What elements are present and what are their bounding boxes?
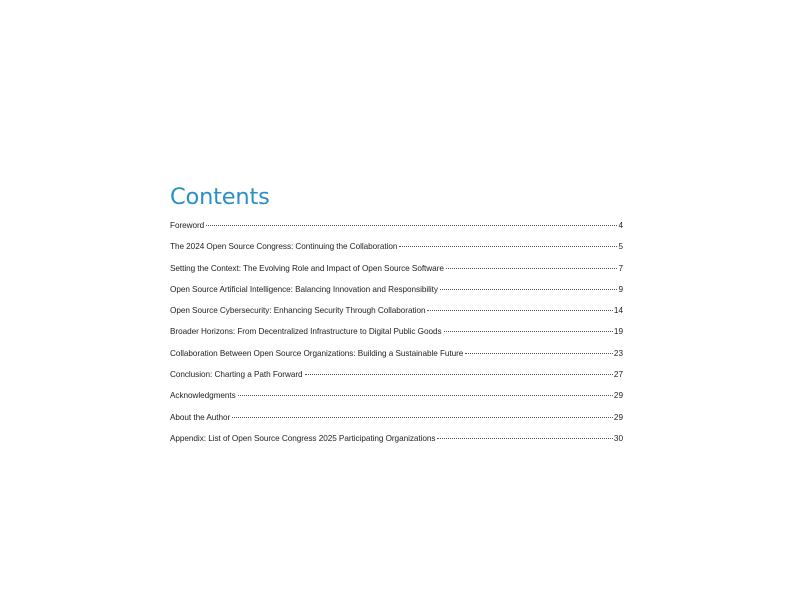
toc-dot-leader	[437, 438, 612, 439]
toc-dot-leader	[427, 310, 612, 311]
toc-entry-context[interactable]	[170, 264, 623, 285]
toc-dot-leader	[206, 225, 617, 226]
toc-list	[170, 221, 623, 455]
toc-entry-title: Conclusion: Charting a Path Forward	[170, 370, 303, 380]
toc-entry-page: 19	[613, 327, 623, 337]
toc-dot-leader	[465, 353, 613, 354]
toc-entry-ai[interactable]	[170, 285, 623, 306]
toc-entry-collaboration[interactable]	[170, 349, 623, 370]
toc-entry-conclusion[interactable]	[170, 370, 623, 391]
toc-entry-title: About the Author	[170, 412, 231, 422]
toc-entry-page: 9	[618, 284, 623, 294]
toc-dot-leader	[305, 374, 613, 375]
toc-entry-title: Broader Horizons: From Decentralized Infrastructure to Digital Public Goods	[170, 327, 442, 337]
toc-dot-leader	[232, 417, 613, 418]
toc-entry-title: Appendix: List of Open Source Congress 2025 Participating Organizations	[170, 433, 436, 443]
toc-entry-page: 14	[613, 306, 623, 316]
toc-entry-title: Acknowledgments	[170, 391, 236, 401]
toc-entry-appendix[interactable]	[170, 434, 623, 455]
toc-dot-leader	[444, 331, 613, 332]
toc-entry-title: Foreword	[170, 221, 205, 230]
toc-dot-leader	[399, 246, 617, 247]
toc-dot-leader	[440, 289, 618, 290]
toc-entry-page: 27	[613, 370, 623, 380]
toc-entry-foreword[interactable]	[170, 221, 623, 242]
toc-dot-leader	[446, 268, 618, 269]
toc-entry-cybersecurity[interactable]	[170, 306, 623, 327]
toc-entry-broader-horizons[interactable]	[170, 327, 623, 348]
toc-entry-title: The 2024 Open Source Congress: Continuing the Collaboration	[170, 242, 398, 252]
toc-heading: Contents	[170, 184, 270, 210]
toc-entry-title: Setting the Context: The Evolving Role and Impact of Open Source Software	[170, 263, 444, 273]
toc-entry-title: Collaboration Between Open Source Organizations: Building a Sustainable Future	[170, 348, 464, 358]
toc-entry-page: 29	[613, 412, 623, 422]
toc-entry-acknowledgments[interactable]	[170, 391, 623, 412]
toc-entry-title: Open Source Artificial Intelligence: Balancing Innovation and Responsibility	[170, 284, 438, 294]
toc-entry-2024-congress[interactable]	[170, 242, 623, 263]
toc-entry-about-author[interactable]	[170, 413, 623, 434]
toc-entry-page: 4	[618, 221, 623, 230]
toc-entry-title: Open Source Cybersecurity: Enhancing Security Through Collaboration	[170, 306, 426, 316]
toc-entry-page: 29	[613, 391, 623, 401]
table-of-contents	[170, 182, 623, 443]
toc-entry-page: 7	[618, 263, 623, 273]
toc-entry-page: 30	[613, 433, 623, 443]
toc-dot-leader	[238, 395, 613, 396]
toc-entry-page: 5	[618, 242, 623, 252]
toc-entry-page: 23	[613, 348, 623, 358]
